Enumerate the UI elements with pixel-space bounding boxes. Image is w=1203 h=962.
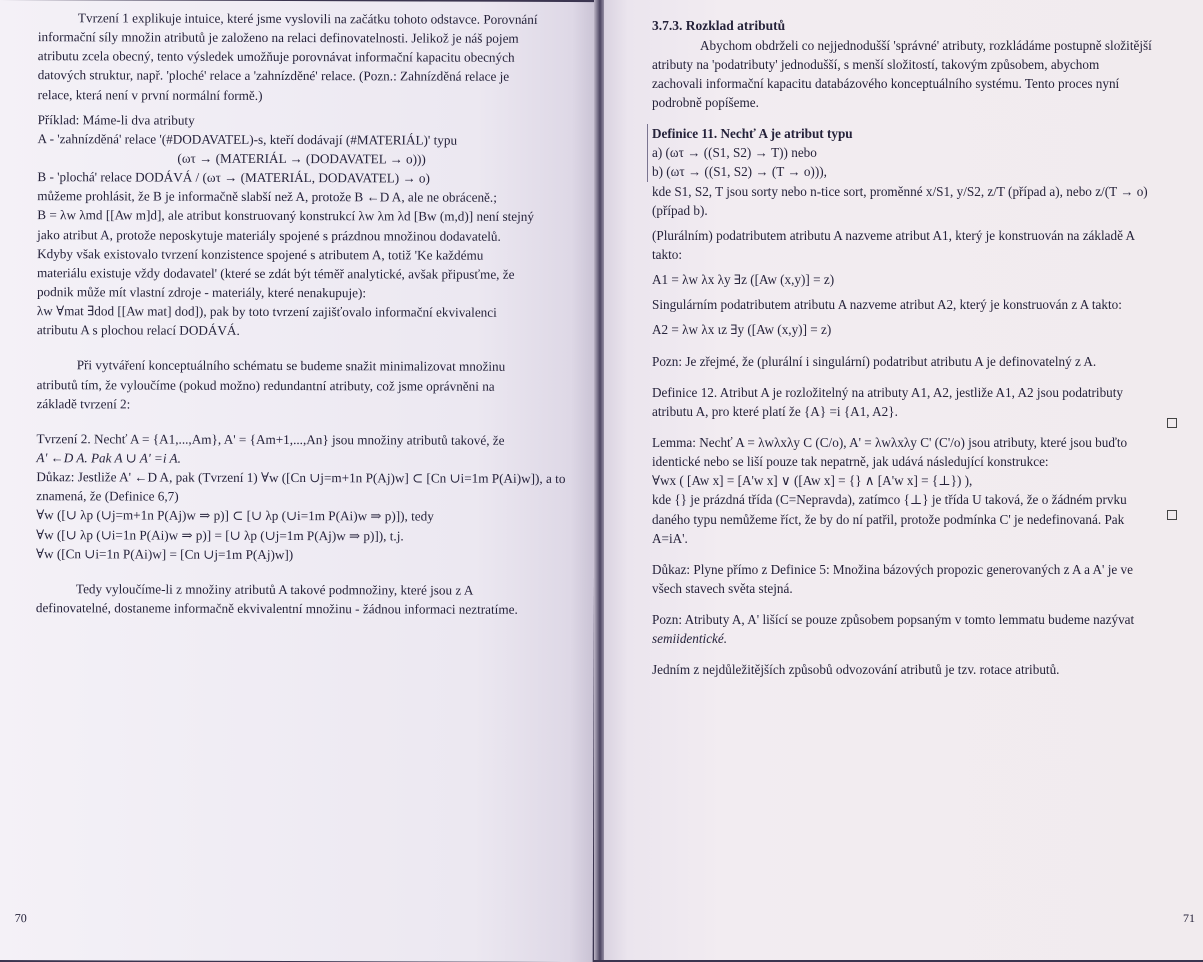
theorem-line: Tvrzení 2. Nechť A = {A1,...,Am}, A' = {Am+1,...,An} jsou množiny atributů takové, že: [36, 430, 505, 448]
text-line: Tvrzení 1 explikuje intuice, které jsme vyslovili na začátku tohoto odstavce. Porovnání: [77, 10, 538, 27]
left-page: [0, 0, 596, 962]
left-page-text: [0, 0, 596, 962]
proof-line: Důkaz: Plyne přímo z Definice 5: Množina bázových propozic generovaných z A a A' je ve: [652, 561, 1133, 577]
text-line: atributu A, pro které platí že {A} =i {A1, A2}.: [652, 403, 898, 419]
text-line: zachovali informační kapacitu databázového konceptuálního systému. Tento proces nyní: [652, 75, 1120, 91]
text-line: atributu A s plochou relací DODÁVÁ.: [36, 322, 240, 339]
text-line: podrobně popíšeme.: [652, 94, 759, 110]
formula-line: A1 = λw λx λy ∃z ([Aw (x,y)] = z): [652, 272, 835, 288]
text-line: B - 'plochá' relace DODÁVÁ / (ωτ → (MATERIÁL, DODAVATEL) → ο): [37, 169, 430, 186]
note-line: Pozn: Je zřejmé, že (plurální i singulární) podatribut atributu A je definovatelný z A.: [652, 353, 1097, 369]
text-line: základě tvrzení 2:: [36, 395, 131, 412]
formula-line: a) (ωτ → ((S1, S2) → T)) nebo: [652, 145, 817, 161]
definition-block: [647, 124, 1169, 181]
note-line: Pozn: Atributy A, A' lišící se pouze způsobem popsaným v tomto lemmatu budeme nazývat: [652, 612, 1135, 628]
text-line: kde S1, S2, T jsou sorty nebo n-tice sort, proměnné x/S1, y/S2, z/T (případ a), nebo z/(T → ο): [652, 183, 1148, 199]
text-line: Příklad: Máme-li dva atributy: [37, 111, 195, 128]
formula-line: λw ∀mat ∃dod [[Aw mat] dod]), pak by toto tvrzení zajišťovalo informační ekvivalenci: [36, 303, 497, 320]
text-line: Kdyby však existovalo tvrzení konzistence spojené s atributem A, totiž 'Ke každému: [37, 245, 484, 263]
formula-line: ∀w ([∪ λp (∪i=1n P(Ai)w ⇒ p)] = [∪ λp (∪j=1m P(Aj)w ⇒ p)]), t.j.: [36, 526, 404, 543]
text-line: (případ b).: [652, 202, 708, 218]
text-line: jako atribut A, protože neposkytuje materiály spojené s prázdnou množinou dodavatelů.: [37, 226, 501, 244]
text-line: kde {} je prázdná třída (C=Nepravda), zatímco {⊥} je třída U taková, že o žádném prvku: [652, 492, 1127, 508]
qed-square-icon: [1167, 510, 1177, 520]
formula-line: ∀wx ( [Aw x] = [A'w x] ∨ ([Aw x] = {} ∧ [A'w x] = {⊥}) ),: [652, 473, 973, 489]
text-line: daného typu nemůžeme říct, že by do ní patřil, protože podmínka C' je nedefinovaná. Pak: [652, 511, 1125, 527]
text-line: znamená, že (Definice 6,7): [36, 488, 179, 504]
text-line: A' ←D A. Pak A ∪ A' =i A.: [36, 450, 181, 466]
right-page-text: [604, 0, 1203, 960]
text-line: relace, která není v první normální formě.): [37, 86, 263, 103]
text-line: atributu zcela obecný, tento výsledek umožňuje porovnávat informační kapacitu obecných: [37, 48, 515, 66]
text-line: (Plurálním) podatributem atributu A nazveme atribut A1, který je konstruován na základě A: [652, 227, 1136, 243]
text-line: materiálu existuje vždy dodavatel' (které se zdát být téměř analytické, avšak připusťme, že: [37, 264, 515, 282]
page-number: 70: [14, 911, 27, 926]
right-page: [604, 0, 1203, 960]
proof-line: Důkaz: Jestliže A' ←D A, pak (Tvrzení 1) ∀w ([Cn ∪j=m+1n P(Aj)w] ⊂ [Cn ∪i=1m P(Ai)w]), a to: [36, 469, 566, 487]
text-line: informační síly množin atributů je založeno na relaci definovatelnosti. Jelikož je náš pojem: [37, 29, 519, 46]
qed-square-icon: [1167, 418, 1177, 428]
definition-title: Definice 12. Atribut A je rozložitelný na atributy A1, A2, jestliže A1, A2 jsou podatributy: [652, 384, 1124, 400]
formula-line: ∀w ([∪ λp (∪j=m+1n P(Aj)w ⇒ p)] ⊂ [∪ λp (∪i=1m P(Ai)w ⇒ p)]), tedy: [36, 507, 434, 524]
formula-line: A2 = λw λx ιz ∃y ([Aw (x,y)] = z): [652, 322, 832, 338]
section-title: 3.7.3. Rozklad atributů: [652, 18, 786, 33]
text-line: identické nebo se liší pouze tak nepatrně, jak udává následující konstrukce:: [652, 454, 1049, 470]
text-line: atributy na 'podatributy' jednodušší, s menší složitostí, takovým způsobem, abychom: [652, 56, 1100, 72]
text-line: A=iA'.: [652, 530, 688, 546]
definition-title: Definice 11. Nechť A je atribut typu: [652, 126, 853, 142]
text-line: můžeme prohlásit, že B je informačně slabší než A, protože B ←D A, ale ne obráceně.;: [37, 188, 497, 206]
text-line: Tedy vyloučíme-li z množiny atributů A takové podmnožiny, které jsou z A: [75, 581, 474, 598]
text-line: podnik může mít vlastní zdroje - materiály, které nenakupuje):: [36, 284, 367, 301]
formula-line: b) (ωτ → ((S1, S2) → (T → ο))),: [652, 164, 827, 180]
text-line: Při vytváření konceptuálního schématu se budeme snažit minimalizovat množinu: [76, 357, 506, 375]
formula-line: (ωτ → (MATERIÁL → (DODAVATEL → ο))): [177, 150, 426, 167]
text-line: atributů tím, že vyloučíme (pokud možno) redundantní atributy, což jsme oprávněni na: [36, 376, 495, 394]
text-line: B = λw λmd [[Aw m]d], ale atribut konstruovaný konstrukcí λw λm λd [Bw (m,d)] není stejný: [37, 207, 535, 225]
text-line: definovatelné, dostaneme informačně ekvivalentní množinu - žádnou informaci neztratíme.: [35, 600, 518, 617]
text-line: takto:: [652, 246, 683, 262]
text-line: Jedním z nejdůležitějších způsobů odvozování atributů je tzv. rotace atributů.: [652, 662, 1060, 678]
text-line: Singulárním podatributem atributu A nazveme atribut A2, který je konstruován z A takto:: [652, 297, 1122, 313]
lemma-line: Lemma: Nechť A = λwλxλy C (C/ο), A' = λwλxλy C' (C'/ο) jsou atributy, které jsou buďto: [652, 434, 1128, 450]
text-line: Abychom obdrželi co nejjednodušší 'správné' atributy, rozkládáme postupně složitější: [700, 37, 1152, 53]
formula-line: ∀w ([Cn ∪i=1n P(Ai)w] = [Cn ∪j=1m P(Aj)w]): [36, 545, 294, 562]
page-number: 71: [1183, 911, 1195, 925]
text-line: A - 'zahnízděná' relace '(#DODAVATEL)-s, kteří dodávají (#MATERIÁL)' typu: [37, 130, 458, 148]
text-line: všech stavech světa stejná.: [652, 580, 793, 596]
text-line: datových struktur, např. 'ploché' relace a 'zahnízděné' relace. (Pozn.: Zahnízděná relace je: [37, 67, 510, 85]
text-line: semiidentické.: [652, 631, 728, 647]
